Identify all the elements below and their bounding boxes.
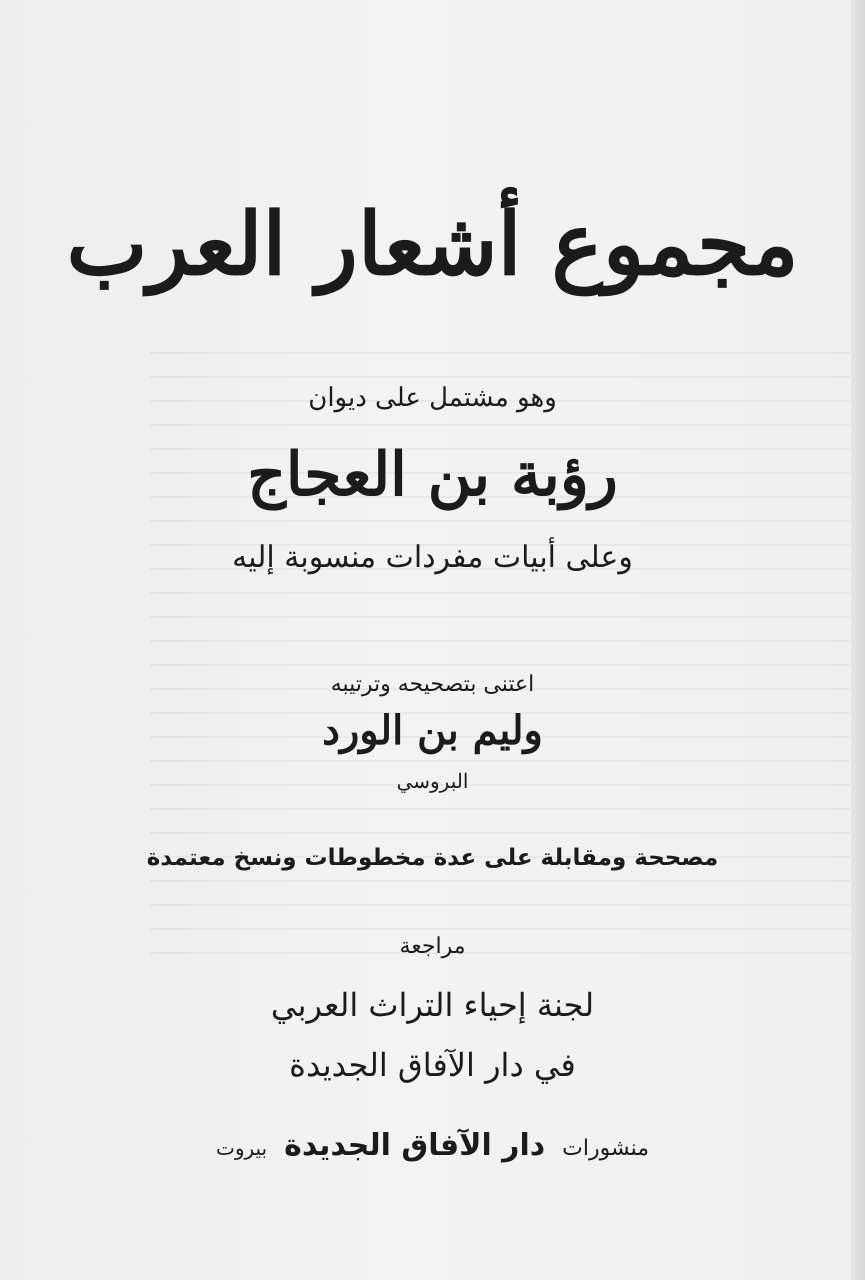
subtitle-line-1: وهو مشتمل على ديوان	[308, 383, 557, 413]
publisher-prefix: منشورات	[562, 1136, 649, 1161]
editor-credit-line: اعتنى بتصحيحه وترتيبه	[330, 672, 535, 697]
publisher-city: بيروت	[216, 1136, 268, 1160]
subtitle-line-2: وعلى أبيات مفردات منسوبة إليه	[232, 540, 633, 575]
publisher-line	[0, 1126, 865, 1169]
review-committee: لجنة إحياء التراث العربي	[270, 986, 595, 1024]
editor-name: وليم بن الورد	[322, 707, 543, 754]
collation-note: مصححة ومقابلة على عدة مخطوطات ونسخ معتمدة	[146, 845, 719, 871]
book-title: مجموع أشعار العرب	[66, 194, 799, 295]
publisher-name: دار الآفاق الجديدة	[284, 1128, 546, 1163]
poet-name: رؤبة بن العجاج	[247, 440, 618, 510]
editor-origin: البروسي	[396, 769, 469, 793]
review-house: في دار الآفاق الجديدة	[289, 1046, 576, 1084]
review-label: مراجعة	[399, 934, 466, 959]
